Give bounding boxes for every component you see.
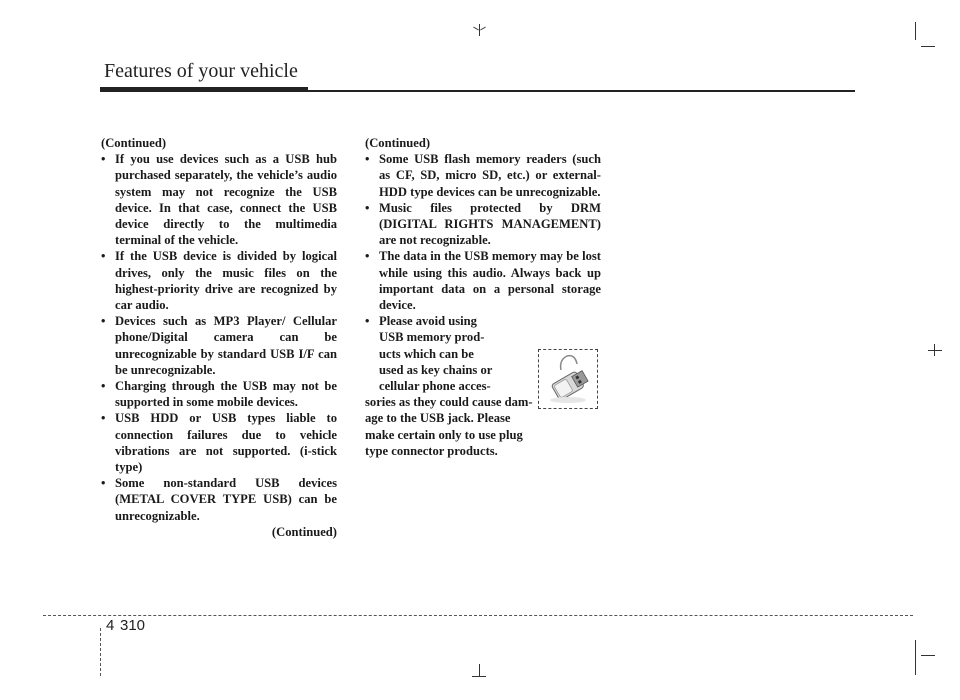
footer-rule [43, 615, 913, 616]
bullet-item: • Charging through the USB may not be supported in some mobile devices. [101, 379, 337, 410]
bullet-icon: • [365, 152, 370, 167]
bullet-item: • If you use devices such as a USB hub purchased separately, the vehicle’s audio system may not recognize the USB device. In that case, connect the USB device directly to the multimedia terminal of the vehicle. [101, 152, 337, 248]
page-header-title: Features of your vehicle [104, 60, 298, 82]
wrapped-line: make certain only to use plug [365, 427, 523, 442]
crop-mark-bottom-h [472, 676, 486, 677]
crop-mark-bottom-right-v [915, 640, 916, 675]
bullet-item: • The data in the USB memory may be lost while using this audio. Always back up important data on a personal storage device. [365, 249, 601, 313]
bullet-item: • Devices such as MP3 Player/ Cellular phone/Digital camera can be unrecognizable by standard USB I/F can be unrecognizable. [101, 314, 337, 377]
bullet-icon: • [101, 152, 106, 167]
crop-mark-top-right-v [915, 22, 916, 40]
bullet-icon: • [101, 379, 106, 394]
crop-mark-top-right-h [921, 46, 935, 47]
continued-label-bottom: (Continued) [271, 524, 337, 539]
bullet-icon: • [101, 476, 106, 491]
bullet-icon: • [101, 314, 106, 329]
left-text-column [101, 135, 337, 540]
bullet-icon: • [365, 314, 370, 329]
footer-left-marker [100, 628, 101, 676]
bullet-item: • USB HDD or USB types liable to connection failures due to vehicle vibrations are not supported. (i-stick type) [101, 411, 337, 475]
chapter-number: 4 [106, 617, 115, 634]
page-number: 310 [120, 617, 146, 634]
wrapped-line: cellular phone acces- [379, 379, 491, 394]
crop-mark-right-v [934, 344, 935, 356]
wrapped-line: sories as they could cause dam- [365, 395, 533, 410]
bullet-item: • Some non-standard USB devices (METAL COVER TYPE USB) can be unrecognizable. [101, 476, 337, 523]
right-text-column [365, 135, 601, 459]
bullet-item: • Music files protected by DRM (DIGITAL RIGHTS MANAGEMENT) are not recognizable. [365, 200, 601, 248]
usb-flash-drive-icon [539, 350, 597, 408]
wrapped-line: used as key chains or [379, 362, 493, 377]
wrapped-line: age to the USB jack. Please [365, 411, 511, 426]
bullet-item: • If the USB device is divided by logical drives, only the music files on the highest-priority drive are recognized by car audio. [101, 249, 337, 313]
crop-mark-top-v2 [480, 27, 486, 31]
bullet-item: • Some USB flash memory readers (such as CF, SD, micro SD, etc.) or external-HDD type devices can be unrecognizable. [365, 152, 601, 199]
wrapped-line: USB memory prod- [379, 330, 485, 345]
crop-mark-top-v [473, 27, 479, 31]
bullet-icon: • [101, 411, 106, 426]
wrapped-line: type connector products. [365, 443, 498, 458]
usb-image-frame [538, 349, 598, 409]
continued-label-top: (Continued) [365, 136, 431, 150]
header-rule [100, 90, 855, 92]
continued-label-top: (Continued) [101, 136, 167, 150]
bullet-icon: • [365, 249, 370, 264]
crop-mark-right-h [928, 350, 942, 351]
wrapped-line: Please avoid using [379, 314, 477, 329]
crop-mark-bottom-right-h [921, 655, 935, 656]
bullet-icon: • [101, 249, 106, 264]
wrapped-line: ucts which can be [379, 346, 474, 361]
bullet-icon: • [365, 200, 370, 215]
crop-mark-bottom-v [479, 664, 480, 676]
